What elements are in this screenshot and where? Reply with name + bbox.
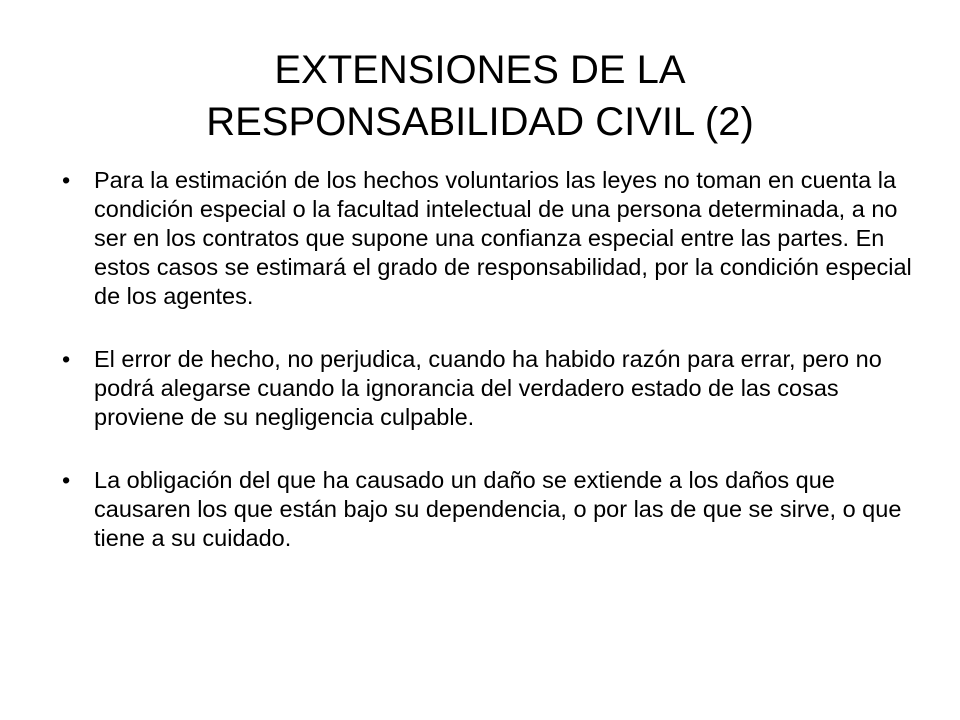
bullet-marker: •: [62, 167, 71, 193]
bullet-item: [58, 166, 918, 311]
bullet-item: [58, 345, 918, 432]
bullet-item: [58, 466, 918, 553]
bullet-marker: •: [62, 467, 71, 493]
slide-title-line: EXTENSIONES DE LA: [274, 48, 686, 92]
bullet-marker: •: [62, 346, 71, 372]
slide-title: [48, 44, 912, 148]
bullet-text: El error de hecho, no perjudica, cuando ha habido razón para errar, pero no podrá alegarse cuando la ignorancia del verdadero estado de las cosas proviene de su negligencia culpable.: [94, 346, 882, 430]
slide-title-line: RESPONSABILIDAD CIVIL (2): [206, 100, 754, 144]
bullet-list: [58, 166, 918, 587]
bullet-text: Para la estimación de los hechos voluntarios las leyes no toman en cuenta la condición especial o la facultad intelectual de una persona determinada, a no ser en los contratos que supone una confianza especial entre las partes. En estos casos se estimará el grado de responsabilidad, por la condición especial de los agentes.: [94, 167, 912, 309]
bullet-text: La obligación del que ha causado un daño se extiende a los daños que causaren los que están bajo su dependencia, o por las de que se sirve, o que tiene a su cuidado.: [94, 467, 902, 551]
